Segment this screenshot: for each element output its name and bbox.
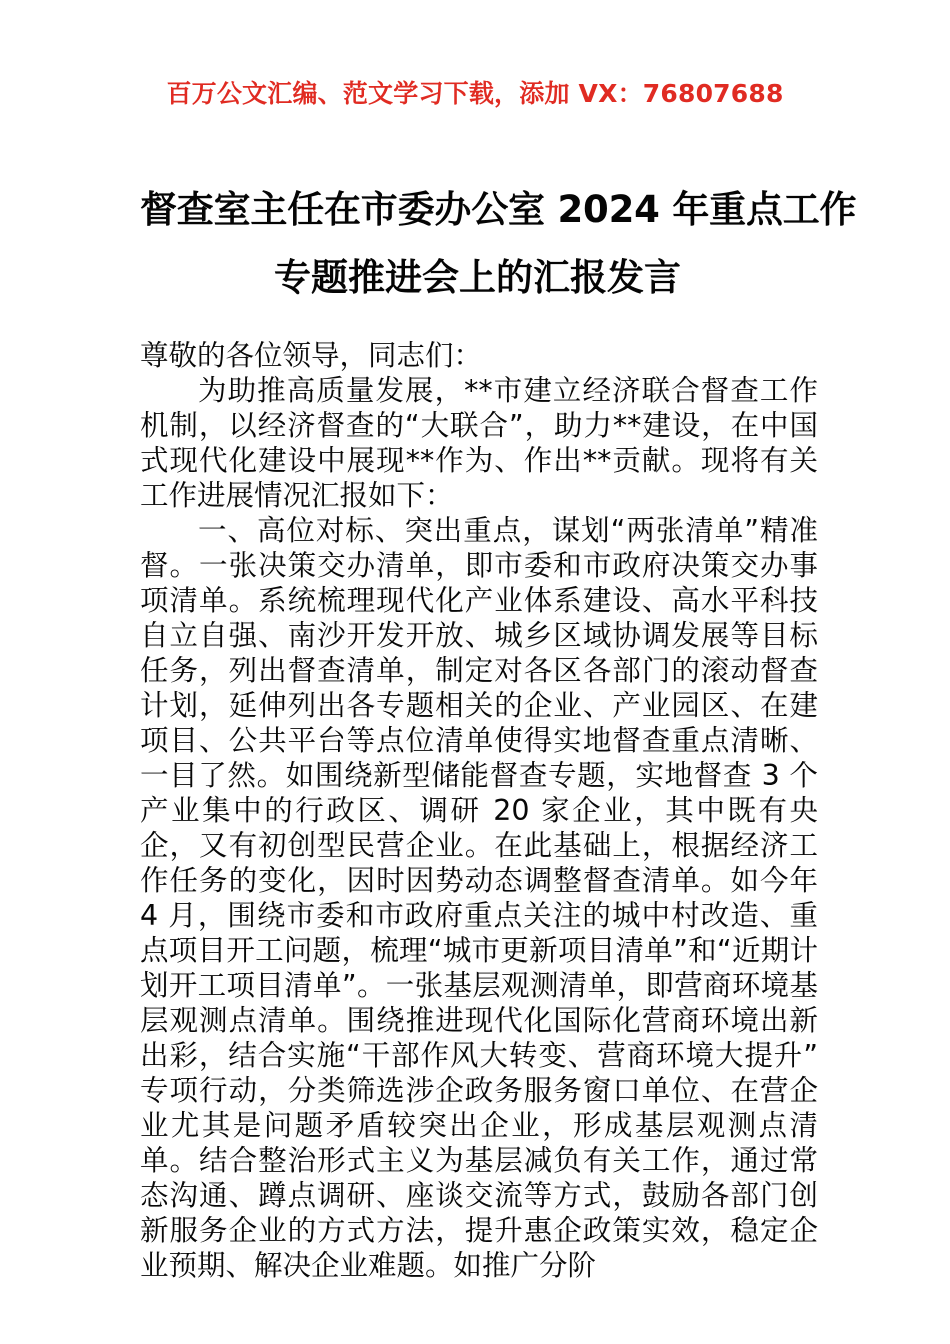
page-title [140,176,857,312]
salutation-paragraph: 尊敬的各位领导，同志们： [140,339,483,372]
body-paragraph-2: 一、高位对标、突出重点，谋划“两张清单”精准督。一张决策交办清单，即市委和市政府决策交办事项清单。系统梳理现代化产业体系建设、高水平科技自立自强、南沙开发开放、城乡区域协调发展等目标任务，列出督查清单，制定对各区各部门的滚动督查计划，延伸列出各专题相关的企业、产业园区、在建项目、公共平台等点位清单使得实地督查重点清晰、一目了然。如围绕新型储能督查专题，实地督查 3 个产业集中的行政区、调研 20 家企业，其中既有央企，又有初创型民营企业。在此基础上，根据经济工作任务的变化，因时因势动态调整督查清单。如今年 4 月，围绕市委和市政府重点关注的城中村改造、重点项目开工问题，梳理“城市更新项目清单”和“近期计划开工项目清单”。一张基层观测清单，即营商环境基层观测点清单。围绕推进现代化国际化营商环境出新出彩，结合实施“干部作风大转变、营商环境大提升”专项行动，分类筛选涉企政务服务窗口单位、在营企业尤其是问题矛盾较突出企业，形成基层观测点清单。结合整治形式主义为基层减负有关工作，通过常态沟通、蹲点调研、座谈交流等方式，鼓励各部门创新服务企业的方式方法，提升惠企政策实效，稳定企业预期、解决企业难题。如推广分阶 [140,514,819,1282]
promo-header-text: 百万公文汇编、范文学习下载，添加 VX：76807688 [166,79,784,108]
page-title-line-1: 督查室主任在市委办公室 2024 年重点工作 [140,188,857,231]
page-title-line-2: 专题推进会上的汇报发言 [274,256,681,299]
body-paragraph-1: 为助推高质量发展，**市建立经济联合督查工作机制，以经济督查的“大联合”，助力**建设，在中国式现代化建设中展现**作为、作出**贡献。现将有关工作进展情况汇报如下： [140,374,818,512]
document-body [140,338,818,1283]
promo-header [0,79,950,109]
